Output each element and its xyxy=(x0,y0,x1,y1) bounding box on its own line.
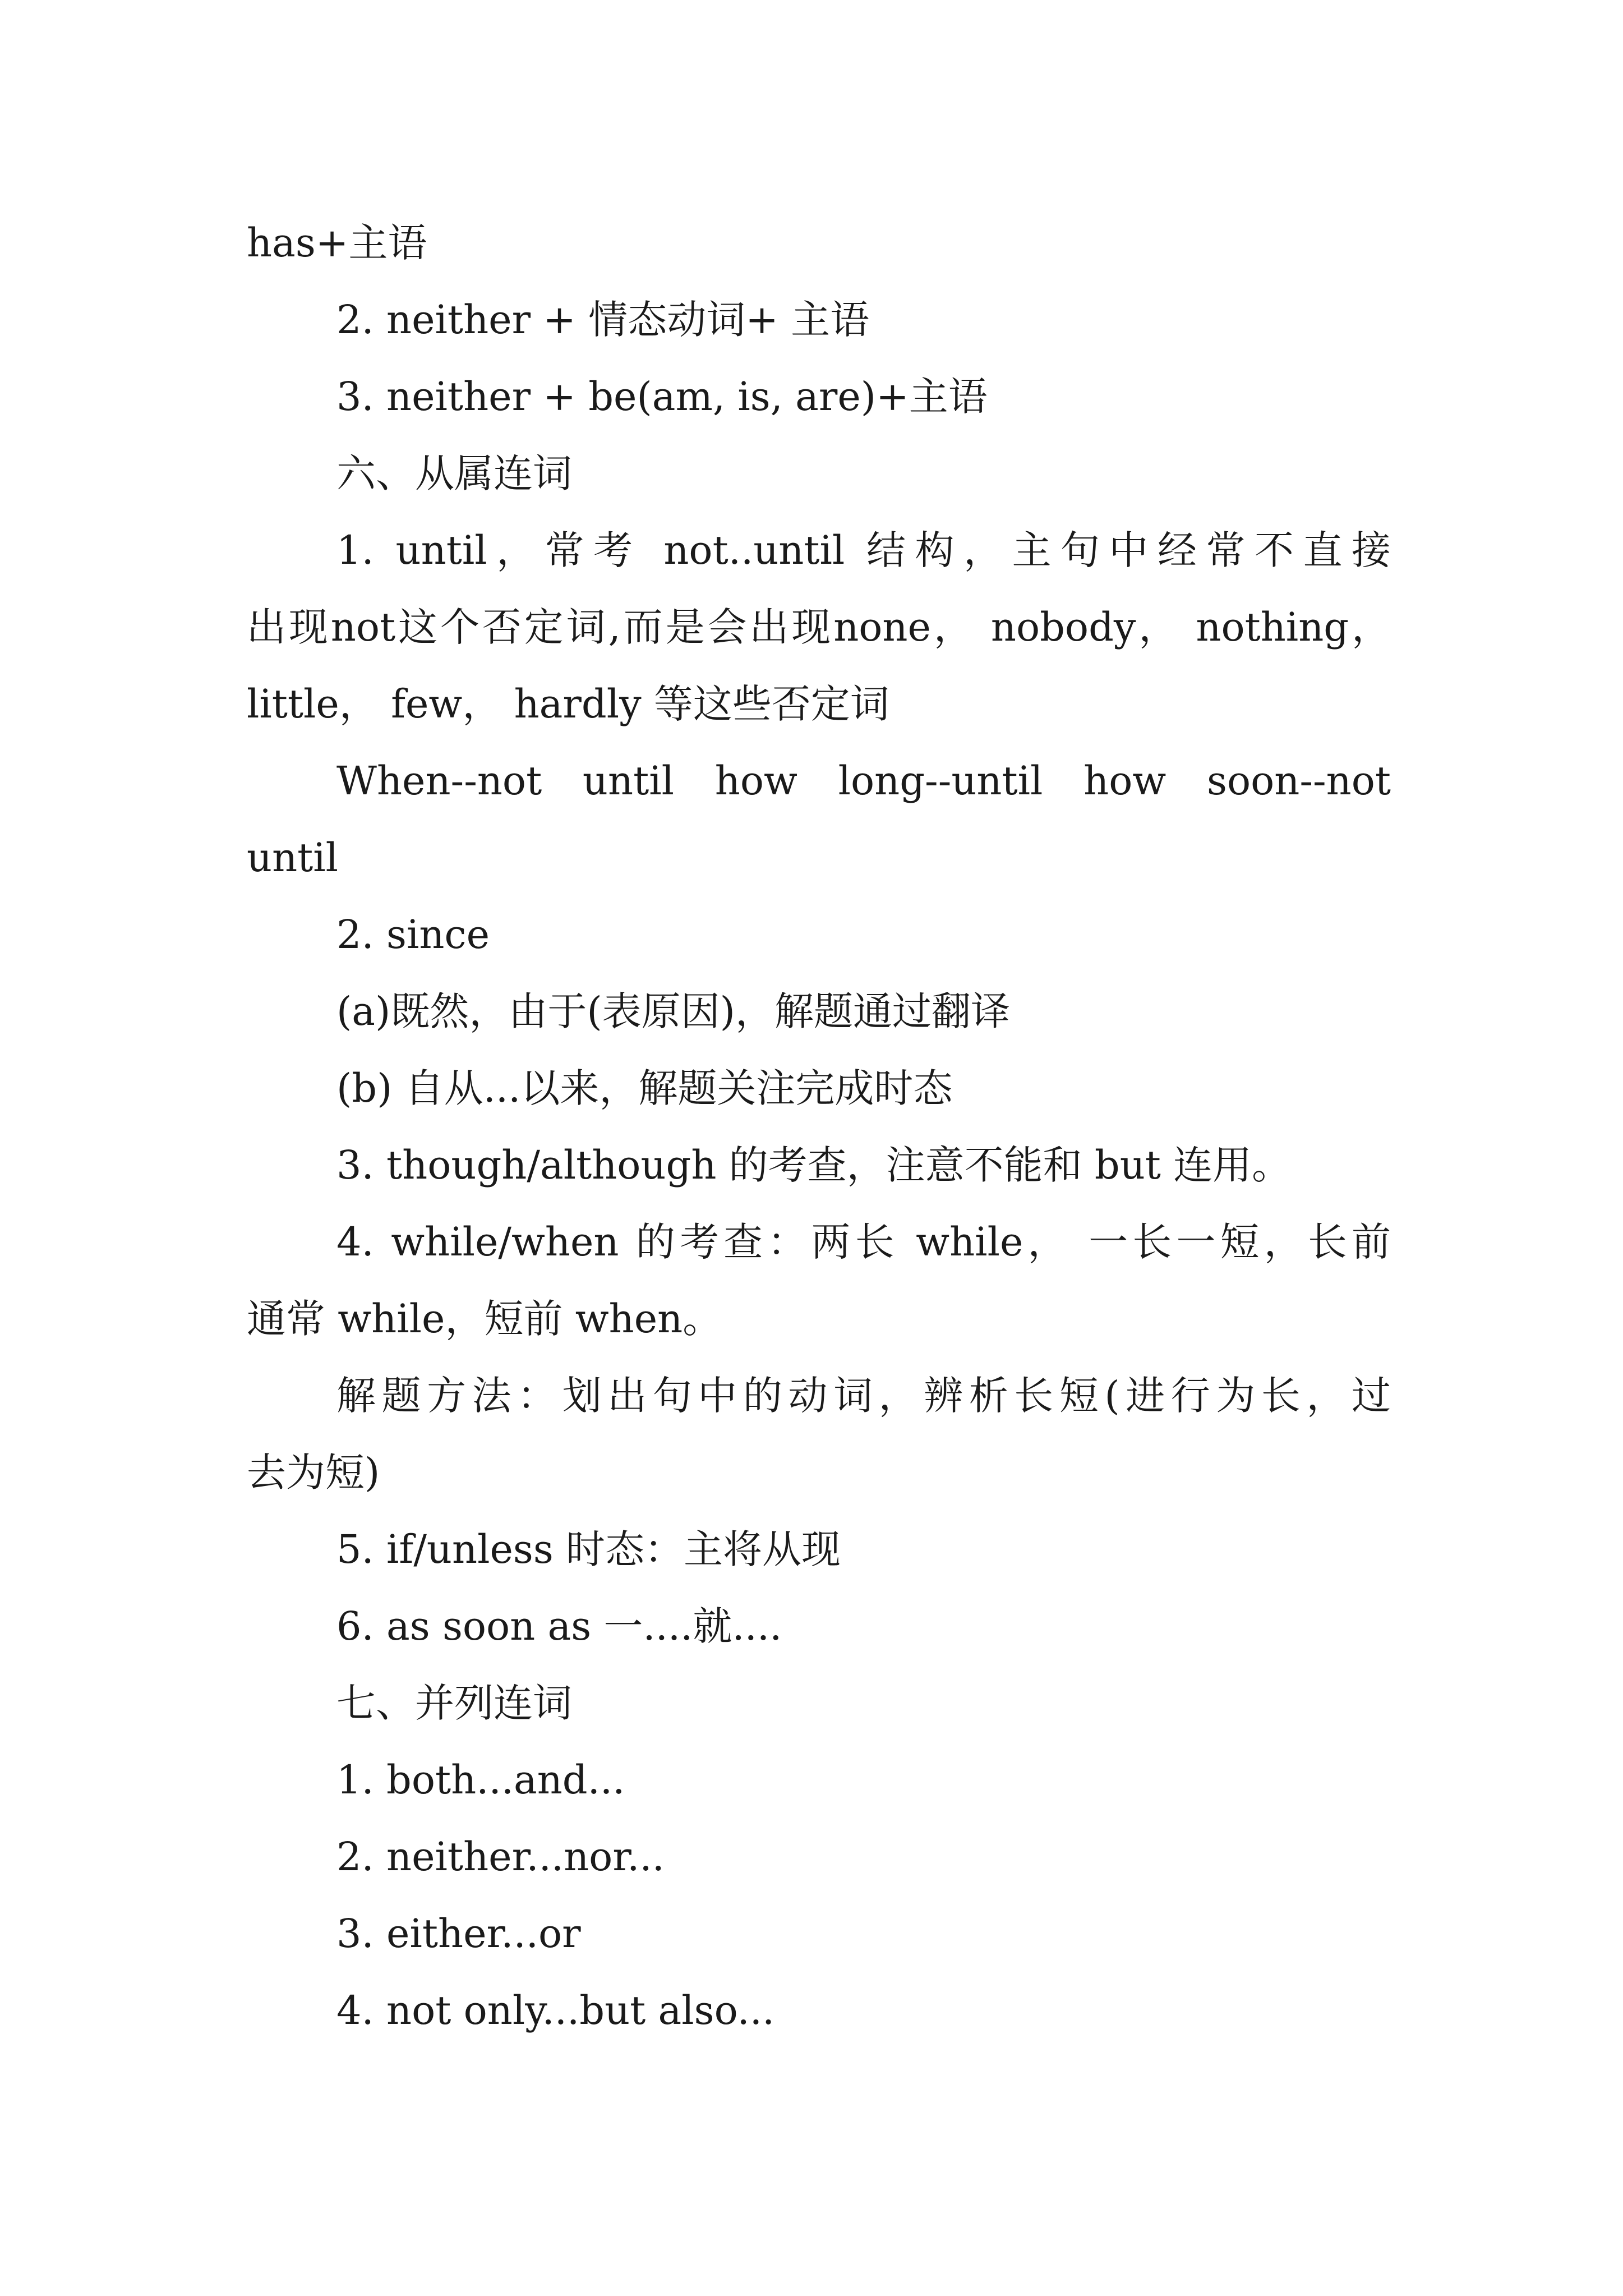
list-item: 2. neither...nor... xyxy=(336,1834,665,1880)
sub-item: (b) 自从...以来，解题关注完成时态 xyxy=(336,1065,953,1111)
text-line: 出现not这个否定词,而是会出现none， nobody， nothing， xyxy=(247,604,1391,650)
list-item: 1. both...and... xyxy=(336,1757,625,1803)
section-heading: 六、从属连词 xyxy=(336,450,572,496)
section-heading: 七、并列连词 xyxy=(336,1680,572,1726)
text-line: 通常 while，短前 when。 xyxy=(247,1296,722,1342)
list-item: 3. either...or xyxy=(336,1911,581,1957)
text-line: little， few， hardly 等这些否定词 xyxy=(247,681,889,727)
example-line: When--not until how long--until how soon--not xyxy=(336,758,1391,804)
document-body xyxy=(247,205,1391,2049)
list-item: 3. neither + be(am, is, are)+主语 xyxy=(336,374,988,420)
sub-item: (a)既然，由于(表原因)，解题通过翻译 xyxy=(336,988,1010,1034)
list-item: 4. not only...but also... xyxy=(336,1987,775,2033)
text-line: has+主语 xyxy=(247,220,427,266)
text-line: 去为短) xyxy=(247,1450,380,1496)
list-item: 2. since xyxy=(336,912,490,958)
list-item: 1. until，常考 not..until 结构，主句中经常不直接 xyxy=(336,527,1391,573)
list-item: 4. while/when 的考查：两长 while， 一长一短，长前 xyxy=(336,1219,1391,1265)
text-line: until xyxy=(247,835,339,881)
list-item: 6. as soon as 一....就.... xyxy=(336,1603,782,1649)
list-item: 3. though/although 的考查，注意不能和 but 连用。 xyxy=(336,1142,1292,1188)
method-line: 解题方法：划出句中的动词，辨析长短(进行为长，过 xyxy=(336,1373,1391,1419)
list-item: 2. neither + 情态动词+ 主语 xyxy=(336,297,870,343)
list-item: 5. if/unless 时态：主将从现 xyxy=(336,1526,841,1572)
